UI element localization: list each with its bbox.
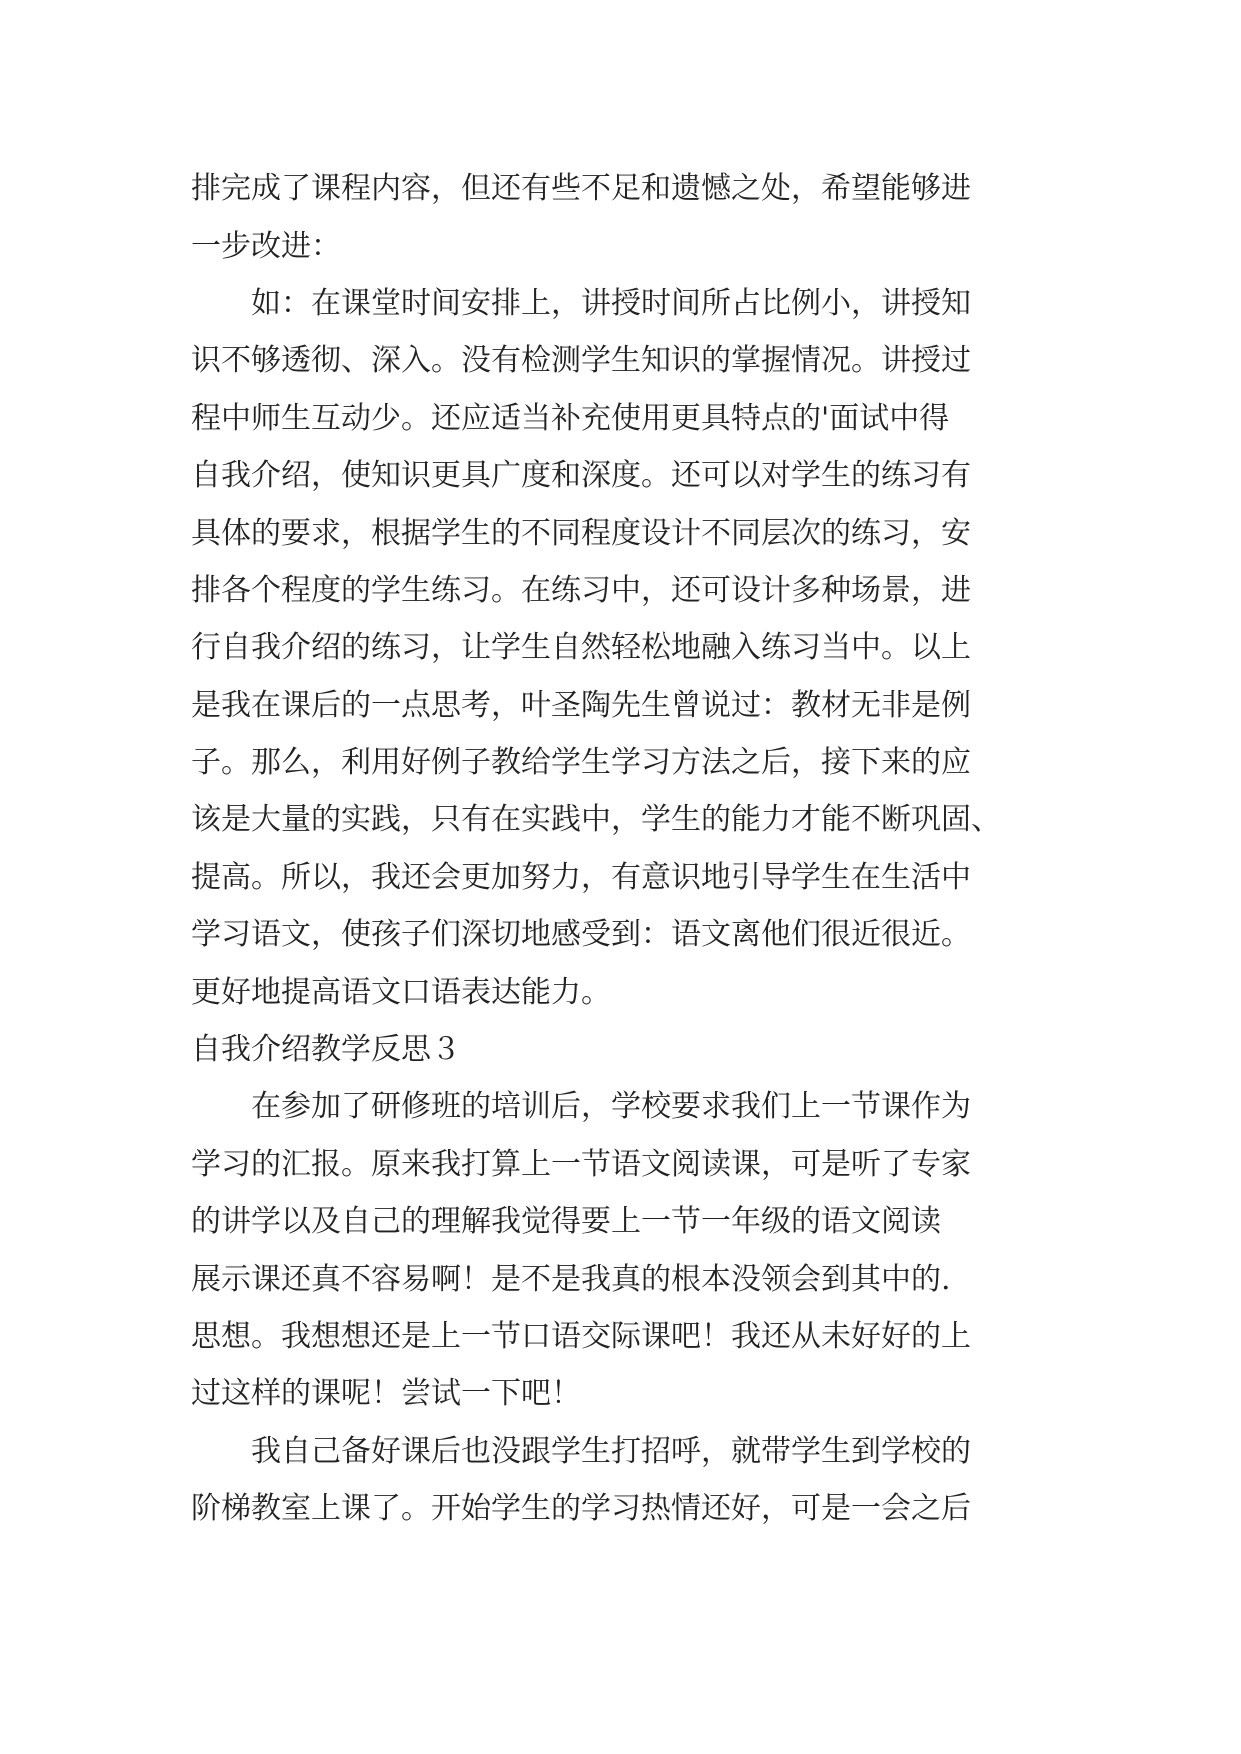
text-line-4: 识不够透彻、深入。没有检测学生知识的掌握情况。讲授过: [191, 343, 971, 378]
paragraph-start-line: 我自己备好课后也没跟学生打招呼，就带学生到学校的: [251, 1434, 971, 1469]
section-heading: 自我介绍教学反思３: [191, 1032, 461, 1067]
text-line-21: 思想。我想想还是上一节口语交际课吧！我还从未好好的上: [191, 1319, 971, 1354]
text-line-8: 排各个程度的学生练习。在练习中，还可设计多种场景，进: [191, 573, 971, 608]
text-line-19: 的讲学以及自己的理解我觉得要上一节一年级的语文阅读: [191, 1204, 941, 1239]
text-line-10: 是我在课后的一点思考，叶圣陶先生曾说过：教材无非是例: [191, 688, 971, 723]
text-line-20: 展示课还真不容易啊！是不是我真的根本没领会到其中的.: [191, 1262, 951, 1297]
text-line-12: 该是大量的实践，只有在实践中，学生的能力才能不断巩固、: [191, 802, 1001, 837]
text-line-24: 阶梯教室上课了。开始学生的学习热情还好，可是一会之后: [191, 1491, 971, 1526]
text-line-18: 学习的汇报。原来我打算上一节语文阅读课，可是听了专家: [191, 1147, 971, 1182]
text-line-9: 行自我介绍的练习，让学生自然轻松地融入练习当中。以上: [191, 630, 971, 665]
text-line-1: 排完成了课程内容，但还有些不足和遗憾之处，希望能够进: [191, 171, 971, 206]
text-line-22: 过这样的课呢！尝试一下吧！: [191, 1376, 581, 1411]
text-line-5: 程中师生互动少。还应适当补充使用更具特点的'面试中得: [191, 401, 950, 436]
paragraph-start-line: 在参加了研修班的培训后，学校要求我们上一节课作为: [251, 1089, 971, 1124]
paragraph-start-line: 如：在课堂时间安排上，讲授时间所占比例小，讲授知: [251, 286, 971, 321]
text-line-15: 更好地提高语文口语表达能力。: [191, 975, 611, 1010]
text-line-14: 学习语文，使孩子们深切地感受到：语文离他们很近很近。: [191, 917, 971, 952]
text-line-7: 具体的要求，根据学生的不同程度设计不同层次的练习，安: [191, 516, 971, 551]
text-line-13: 提高。所以，我还会更加努力，有意识地引导学生在生活中: [191, 860, 971, 895]
text-line-11: 子。那么，利用好例子教给学生学习方法之后，接下来的应: [191, 745, 971, 780]
text-line-2: 一步改进：: [191, 229, 341, 264]
text-line-6: 自我介绍，使知识更具广度和深度。还可以对学生的练习有: [191, 458, 971, 493]
